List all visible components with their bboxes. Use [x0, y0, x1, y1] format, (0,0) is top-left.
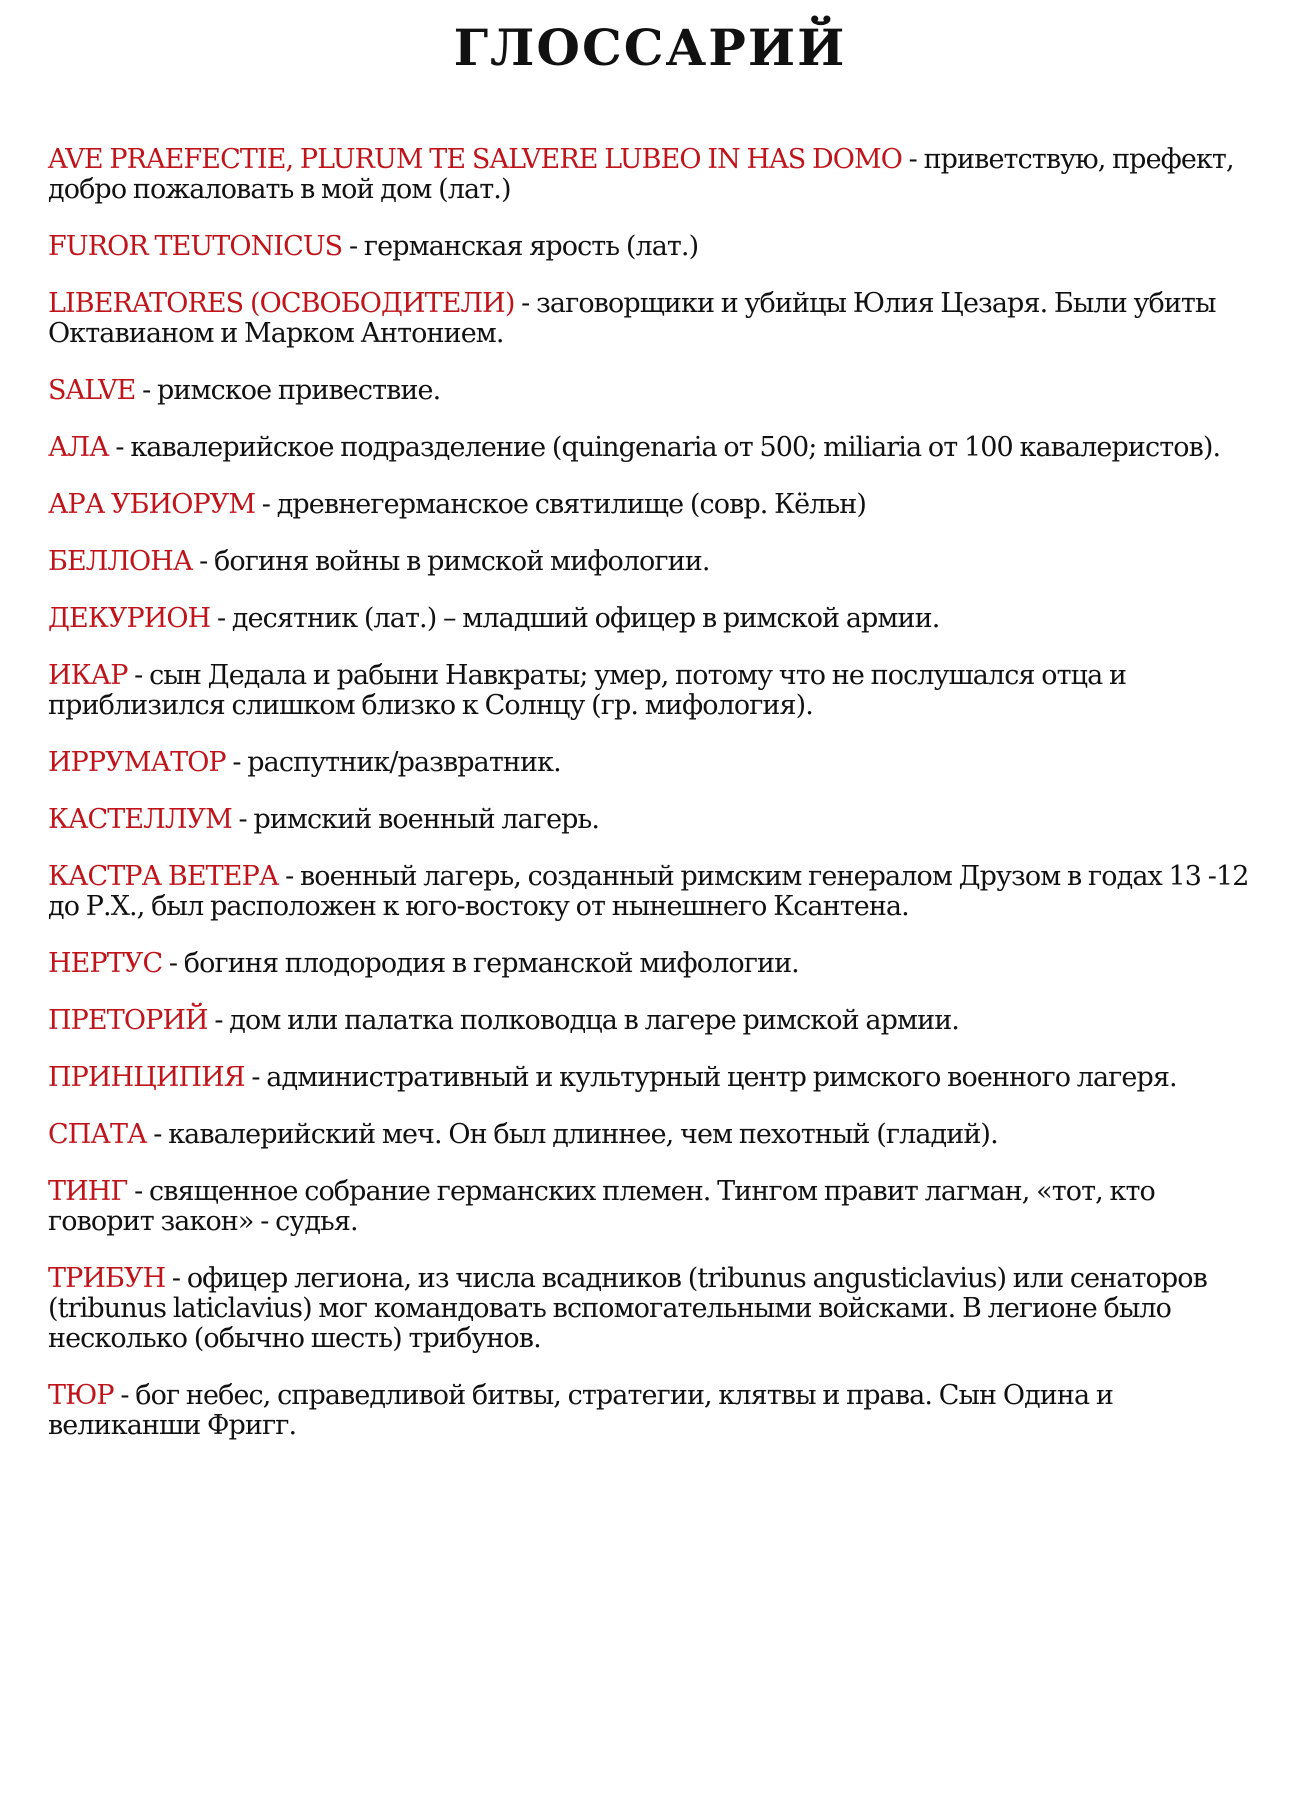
glossary-term: ПРЕТОРИЙ — [48, 1005, 208, 1036]
glossary-definition: сын Дедала и рабыни Навкраты; умер, потому что не послушался отца и приблизился слишком близко к Солнцу (гр. мифология). — [48, 660, 1127, 721]
glossary-term: ДЕКУРИОН — [48, 603, 211, 634]
glossary-definition: богиня войны в римской мифологии. — [214, 546, 710, 577]
glossary-term: FUROR TEUTONICUS — [48, 231, 343, 262]
glossary-term: КАСТРА ВЕТЕРА — [48, 861, 279, 892]
glossary-entry — [48, 1264, 1263, 1354]
glossary-term: АРА УБИОРУМ — [48, 489, 256, 520]
glossary-definition: административный и культурный центр римского военного лагеря. — [266, 1062, 1177, 1093]
glossary-definition: дом или палатка полководца в лагере римской армии. — [229, 1005, 959, 1036]
glossary-term: БЕЛЛОНА — [48, 546, 193, 577]
glossary-definition: священное собрание германских племен. Тингом правит лагман, «тот, кто говорит закон» - судья. — [48, 1176, 1155, 1237]
term-separator: - — [278, 861, 300, 892]
term-separator: - — [162, 948, 184, 979]
glossary-term: ТЮР — [48, 1380, 114, 1411]
term-separator: - — [135, 375, 158, 406]
glossary-entry — [48, 547, 1263, 577]
term-separator: - — [192, 546, 215, 577]
glossary-entry — [48, 232, 1263, 262]
glossary-definition: офицер легиона, из числа всадников (tribunus angusticlavius) или сенаторов (tribunus laticlavius) мог командовать вспомогательными войсками. В легионе было несколько (обычно шесть) трибунов. — [48, 1263, 1207, 1354]
term-separator: - — [113, 1380, 136, 1411]
term-separator: - — [127, 660, 150, 691]
term-separator: - — [255, 489, 277, 520]
glossary-entry — [48, 1006, 1263, 1036]
glossary-term: SALVE — [48, 375, 136, 406]
glossary-entry — [48, 376, 1263, 406]
term-separator: - — [244, 1062, 267, 1093]
glossary-entry — [48, 1177, 1263, 1237]
glossary-term: КАСТЕЛЛУМ — [48, 804, 232, 835]
term-separator: - — [210, 603, 232, 634]
glossary-entry — [48, 433, 1263, 463]
glossary-term: AVE PRAEFECTIE, PLURUM TE SALVERE LUBEO IN HAS DOMO — [48, 144, 902, 175]
glossary-entry — [48, 1063, 1263, 1093]
glossary-definition: древнегерманское святилище (совр. Кёльн) — [276, 489, 866, 520]
term-separator: - — [146, 1119, 169, 1150]
term-separator: - — [165, 1263, 187, 1294]
glossary-term: ТРИБУН — [48, 1263, 166, 1294]
glossary-term: ИКАР — [48, 660, 128, 691]
glossary-definition: бог небес, справедливой битвы, стратегии, клятвы и права. Сын Одина и великанши Фригг. — [48, 1380, 1113, 1441]
glossary-entry — [48, 1120, 1263, 1150]
glossary-entry — [48, 661, 1263, 721]
glossary-term: ПРИНЦИПИЯ — [48, 1062, 245, 1093]
glossary-definition: германская ярость (лат.) — [363, 231, 699, 262]
glossary-term: СПАТА — [48, 1119, 147, 1150]
term-separator: - — [127, 1176, 149, 1207]
term-separator: - — [231, 804, 254, 835]
glossary-definition: кавалерийское подразделение (quingenaria от 500; miliaria от 100 кавалеристов). — [130, 432, 1221, 463]
glossary-definition: заговорщики и убийцы Юлия Цезаря. Были убиты Октавианом и Марком Антонием. — [48, 288, 1216, 349]
glossary-definition: приветствую, префект, добро пожаловать в мой дом (лат.) — [48, 144, 1234, 205]
glossary-term: АЛА — [48, 432, 109, 463]
glossary-definition: десятник (лат.) – младший офицер в римской армии. — [231, 603, 940, 634]
glossary-list — [48, 145, 1263, 1468]
glossary-term: ИРРУМАТОР — [48, 747, 226, 778]
glossary-entry — [48, 604, 1263, 634]
glossary-entry — [48, 949, 1263, 979]
glossary-entry — [48, 748, 1263, 778]
glossary-entry — [48, 490, 1263, 520]
glossary-definition: римское привествие. — [157, 375, 441, 406]
page-title: ГЛОССАРИЙ — [453, 18, 847, 77]
term-separator: - — [901, 144, 924, 175]
glossary-term: ТИНГ — [48, 1176, 128, 1207]
glossary-definition: богиня плодородия в германской мифологии. — [183, 948, 799, 979]
glossary-definition: кавалерийский меч. Он был длиннее, чем пехотный (гладий). — [168, 1119, 998, 1150]
term-separator: - — [342, 231, 364, 262]
glossary-entry — [48, 805, 1263, 835]
term-separator: - — [108, 432, 131, 463]
term-separator: - — [514, 288, 537, 319]
glossary-definition: распутник/развратник. — [247, 747, 561, 778]
glossary-definition: римский военный лагерь. — [253, 804, 600, 835]
glossary-entry — [48, 289, 1263, 349]
glossary-term: LIBERATORES (ОСВОБОДИТЕЛИ) — [48, 288, 515, 319]
glossary-definition: военный лагерь, созданный римским генералом Друзом в годах 13 -12 до Р.Х., был расположен к юго-востоку от нынешнего Ксантена. — [48, 861, 1249, 922]
term-separator: - — [207, 1005, 230, 1036]
glossary-entry — [48, 862, 1263, 922]
glossary-entry — [48, 145, 1263, 205]
term-separator: - — [225, 747, 248, 778]
glossary-entry — [48, 1381, 1263, 1441]
glossary-term: НЕРТУС — [48, 948, 163, 979]
